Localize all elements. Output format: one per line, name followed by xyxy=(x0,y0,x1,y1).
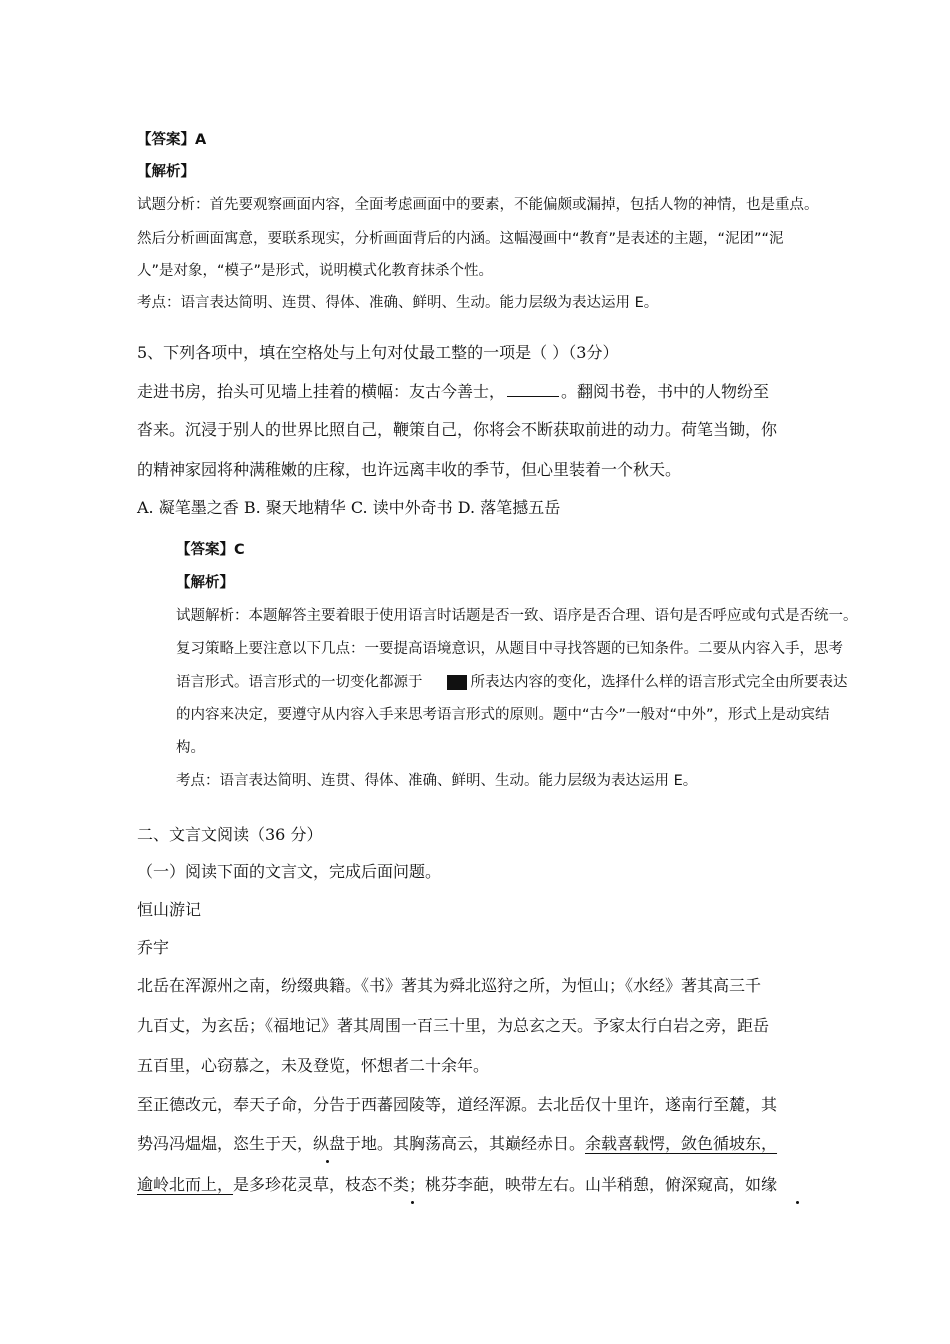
passage-text: 是多珍花灵草，枝态不类；桃芬李葩，映带左右。山半稍憩，俯深窥高，如缘 xyxy=(233,1175,778,1194)
analysis-heading: 【解析】 xyxy=(137,164,195,180)
emphasis-dot xyxy=(326,1160,329,1163)
passage-line: 至正德改元，奉天子命，分告于西蕃园陵等，道经浑源。去北岳仅十里许，遂南行至麓，其 xyxy=(137,1095,778,1114)
kaodian-line: 考点：语言表达简明、连贯、得体、准确、鲜明、生动。能力层级为表达运用 E。 xyxy=(176,773,698,789)
underlined-sentence: 余载喜载愕，敛色循坡东， xyxy=(585,1134,778,1153)
question-5-options: A. 凝笔墨之香 B. 聚天地精华 C. 读中外奇书 D. 落笔撼五岳 xyxy=(137,498,561,517)
analysis-line: 的内容来决定，要遵守从内容入手来思考语言形式的原则。题中“古今”一般对“中外”，形式上是动宾结 xyxy=(176,707,830,723)
analysis-line: 然后分析画面寓意，要联系现实，分析画面背后的内涵。这幅漫画中“教育”是表述的主题，“泥团”“泥 xyxy=(137,231,784,247)
underlined-sentence: 逾岭北而上， xyxy=(137,1175,234,1194)
analysis-text: 语言形式。语言形式的一切变化都源于 xyxy=(176,674,423,691)
passage-text: 势冯冯煴煴，恣生于天，纵盘于地。其胸荡高云，其巅经赤日。 xyxy=(137,1134,586,1153)
passage-author: 乔宇 xyxy=(137,938,170,957)
emphasis-dot xyxy=(411,1201,414,1204)
answer-label: 【答案】A xyxy=(137,132,207,148)
analysis-line: 构。 xyxy=(176,740,205,756)
passage-text: 走进书房，抬头可见墙上挂着的横幅：友古今善士， xyxy=(137,382,506,401)
question-5-passage-line xyxy=(137,382,769,400)
passage-text: 。翻阅书卷，书中的人物纷至 xyxy=(561,382,770,401)
analysis-line: 试题解析：本题解答主要着眼于使用语言时话题是否一致、语序是否合理、语句是否呼应或句式是否统一。 xyxy=(176,608,858,624)
analysis-line: 复习策略上要注意以下几点：一要提高语境意识，从题目中寻找答题的已知条件。二要从内容入手，思考 xyxy=(176,641,843,657)
fill-blank xyxy=(507,382,559,397)
section-instruction: （一）阅读下面的文言文，完成后面问题。 xyxy=(137,862,442,881)
analysis-line xyxy=(176,675,848,690)
passage-line xyxy=(137,1136,777,1152)
question-5-passage-line: 沓来。沉浸于别人的世界比照自己，鞭策自己，你将会不断获取前进的动力。荷笔当锄，你 xyxy=(137,420,778,439)
analysis-line: 人”是对象，“模子”是形式，说明模式化教育抹杀个性。 xyxy=(137,263,494,279)
analysis-heading: 【解析】 xyxy=(176,575,234,591)
analysis-text: 所表达内容的变化，选择什么样的语言形式完全由所要表达 xyxy=(470,674,848,691)
passage-title: 恒山游记 xyxy=(137,900,202,919)
analysis-line: 试题分析：首先要观察画面内容，全面考虑画面中的要素，不能偏颇或漏掉，包括人物的神情，也是重点。 xyxy=(137,197,819,213)
question-5-passage-line: 的精神家园将种满稚嫩的庄稼，也许远离丰收的季节，但心里装着一个秋天。 xyxy=(137,460,682,479)
emphasis-dot xyxy=(796,1201,799,1204)
kaodian-line: 考点：语言表达简明、连贯、得体、准确、鲜明、生动。能力层级为表达运用 E。 xyxy=(137,295,659,311)
answer-label: 【答案】C xyxy=(176,542,245,558)
passage-line: 九百丈，为玄岳；《福地记》著其周围一百三十里，为总玄之天。予家太行白岩之旁，距岳 xyxy=(137,1016,770,1035)
passage-line xyxy=(137,1177,777,1193)
passage-line: 北岳在浑源州之南，纷缀典籍。《书》著其为舜北巡狩之所，为恒山；《水经》著其高三千 xyxy=(137,976,762,995)
section-heading: 二、文言文阅读（36 分） xyxy=(137,825,323,844)
question-5-stem: 5、下列各项中，填在空格处与上句对仗最工整的一项是（ ）（3分） xyxy=(137,343,619,362)
passage-line: 五百里，心窃慕之，未及登览，怀想者二十余年。 xyxy=(137,1056,490,1075)
redaction-mark xyxy=(447,675,467,690)
